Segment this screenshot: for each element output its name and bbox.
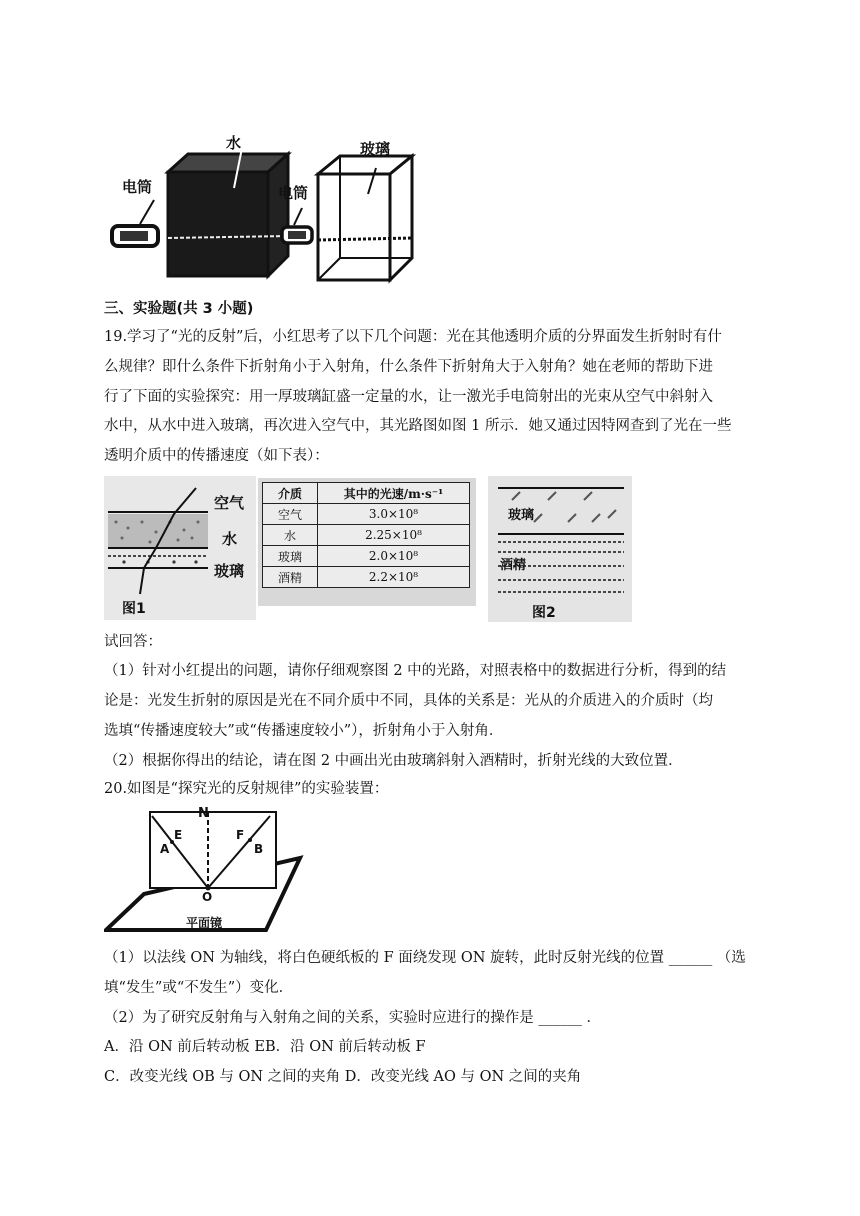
flashlight-left-label: 电筒	[122, 178, 153, 196]
reflection-figure	[104, 806, 304, 942]
table-cell: 玻璃	[263, 546, 318, 567]
water-label: 水	[226, 134, 242, 152]
q19-line: 水中，从水中进入玻璃，再次进入空气中，其光路图如图 1 所示．她又通过因特网查到了光在一些	[104, 418, 732, 434]
glass-label: 玻璃	[360, 140, 391, 158]
try-answer: 试回答：	[104, 634, 162, 650]
q19-part2: （2）根据你得出的结论，请在图 2 中画出光由玻璃斜射入酒精时，折射光线的大致位置．	[104, 753, 683, 769]
label-F: F	[236, 828, 245, 842]
q20-part1-line: 填“发生”或“不发生”）变化．	[104, 980, 294, 996]
water-tank	[168, 148, 288, 276]
q20-part1-line: （1）以法线 ON 为轴线，将白色硬纸板的 F 面绕发现 ON 旋转，此时反射光线的位置 ______ （选	[104, 950, 746, 966]
table-row	[263, 567, 470, 588]
table-cell: 酒精	[263, 567, 318, 588]
figure-1	[104, 476, 256, 620]
table-row	[263, 504, 470, 525]
label-E: E	[174, 828, 183, 842]
table-cell: 水	[263, 525, 318, 546]
flashlight-right-label: 电筒	[278, 184, 309, 202]
q20-part2: （2）为了研究反射角与入射角之间的关系，实验时应进行的操作是 ______ ．	[104, 1010, 601, 1026]
table-cell: 3.0×10⁸	[318, 504, 470, 525]
q19-part1-line: 选填“传播速度较大”或“传播速度较小”），折射角小于入射角．	[104, 723, 504, 739]
fig2-caption: 图2	[532, 605, 556, 621]
fig2-alcohol-label: 酒精	[500, 558, 527, 573]
fig1-water-label: 水	[222, 530, 238, 548]
q20-option-ab: A．沿 ON 前后转动板 EB．沿 ON 前后转动板 F	[104, 1039, 426, 1055]
table-cell: 2.0×10⁸	[318, 546, 470, 567]
q19-line: 19.学习了“光的反射”后，小红思考了以下几个问题：光在其他透明介质的分界面发生折射时有什	[104, 329, 722, 345]
flashlight-left-icon	[112, 200, 158, 246]
fig1-caption: 图1	[122, 601, 146, 617]
top-figure	[104, 128, 434, 288]
q19-part1-line: 论是：光发生折射的原因是光在不同介质中不同，具体的关系是：光从的介质进入的介质时（均	[104, 693, 713, 709]
figure-2-diagram	[488, 476, 632, 622]
q19-line: 么规律？即什么条件下折射角小于入射角，什么条件下折射角大于入射角？她在老师的帮助下进	[104, 359, 713, 375]
label-A: A	[160, 842, 170, 856]
speed-table	[262, 482, 470, 588]
section-heading: 三、实验题(共 3 小题)	[104, 301, 254, 317]
table-row	[263, 546, 470, 567]
table-cell: 2.25×10⁸	[318, 525, 470, 546]
table-header-cell: 其中的光速/m·s⁻¹	[318, 483, 470, 504]
table-header-cell: 介质	[263, 483, 318, 504]
q19-line: 透明介质中的传播速度（如下表）：	[104, 448, 329, 464]
label-O: O	[202, 890, 213, 904]
q20-intro: 20.如图是“探究光的反射规律”的实验装置：	[104, 781, 389, 797]
table-cell: 2.2×10⁸	[318, 567, 470, 588]
table-header-row	[263, 483, 470, 504]
figure-2	[488, 476, 632, 622]
fig2-glass-label: 玻璃	[508, 508, 535, 523]
table-cell: 空气	[263, 504, 318, 525]
mirror-label: 平面镜	[186, 916, 223, 930]
table-row	[263, 525, 470, 546]
speed-table-wrap	[258, 478, 476, 606]
fig1-glass-label: 玻璃	[214, 562, 245, 580]
glass-box	[318, 156, 412, 280]
fig1-air-label: 空气	[214, 494, 245, 512]
q19-line: 行了下面的实验探究：用一厚玻璃缸盛一定量的水，让一激光手电筒射出的光束从空气中斜射入	[104, 389, 713, 405]
q20-option-cd: C．改变光线 OB 与 ON 之间的夹角 D．改变光线 AO 与 ON 之间的夹角	[104, 1069, 582, 1085]
label-N: N	[198, 806, 209, 821]
q19-part1-line: （1）针对小红提出的问题，请你仔细观察图 2 中的光路，对照表格中的数据进行分析，得到的结	[104, 663, 727, 679]
label-B: B	[254, 842, 264, 856]
